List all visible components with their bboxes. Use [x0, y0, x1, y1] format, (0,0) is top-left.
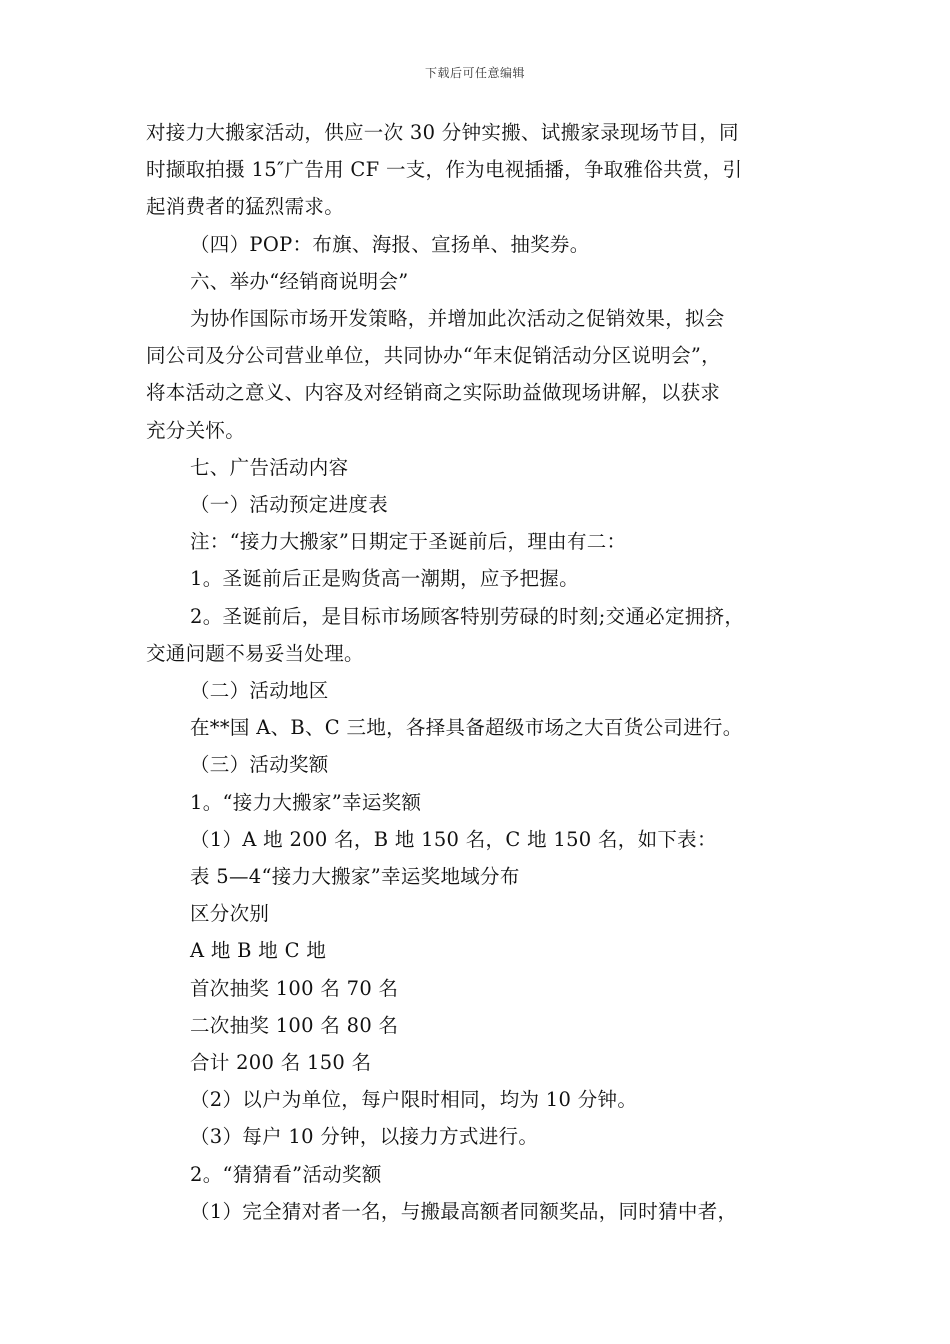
paragraph-line: 对接力大搬家活动，供应一次 30 分钟实搬、试搬家录现场节目，同 — [146, 121, 739, 144]
list-item: 2。“猜猜看”活动奖额 — [190, 1162, 382, 1186]
paragraph-line: 为协作国际市场开发策略，并增加此次活动之促销效果，拟会 — [190, 307, 725, 331]
document-body — [146, 114, 818, 1230]
list-item: 1。圣诞前后正是购货高一潮期，应予把握。 — [190, 567, 579, 591]
list-item: 2。圣诞前后，是目标市场顾客特别劳碌的时刻;交通必定拥挤， — [190, 604, 745, 628]
table-row: 二次抽奖 100 名 80 名 — [190, 1013, 399, 1037]
table-row: 合计 200 名 150 名 — [190, 1051, 372, 1075]
paragraph-line: 起消费者的猛烈需求。 — [146, 195, 345, 219]
subsection-heading: （一）活动预定进度表 — [190, 493, 389, 517]
page-header: 下载后可任意编辑 — [424, 66, 525, 80]
table-row: A 地 B 地 C 地 — [190, 939, 327, 963]
paragraph-line: 交通问题不易妥当处理。 — [146, 641, 364, 665]
paragraph-line: 时撷取拍摄 15″广告用 CF 一支，作为电视插播，争取雅俗共赏，引 — [146, 158, 743, 182]
subsection-heading: （三）活动奖额 — [190, 753, 329, 777]
section-heading: 七、广告活动内容 — [190, 455, 349, 479]
paragraph-line: 将本活动之意义、内容及对经销商之实际助益做现场讲解，以获求 — [146, 381, 721, 405]
list-item: （2）以户为单位，每户限时相同，均为 10 分钟。 — [190, 1088, 638, 1112]
section-heading: 六、举办“经销商说明会” — [190, 269, 409, 293]
list-item: （1）A 地 200 名，B 地 150 名，C 地 150 名，如下表： — [190, 827, 717, 851]
paragraph-line: 在**国 A、B、C 三地，各择具备超级市场之大百货公司进行。 — [190, 716, 743, 740]
list-item: 1。“接力大搬家”幸运奖额 — [190, 790, 422, 814]
table-row: 首次抽奖 100 名 70 名 — [190, 976, 399, 1000]
list-item: （3）每户 10 分钟，以接力方式进行。 — [190, 1125, 539, 1149]
paragraph-line: 同公司及分公司营业单位，共同协办“年末促销活动分区说明会”， — [146, 344, 721, 368]
subsection-heading: （二）活动地区 — [190, 679, 329, 703]
list-item: （1）完全猜对者一名，与搬最高额者同额奖品，同时猜中者， — [190, 1199, 738, 1223]
table-row: 区分次别 — [190, 902, 270, 926]
paragraph-line: 充分关怀。 — [146, 418, 246, 442]
table-caption: 表 5—4“接力大搬家”幸运奖地域分布 — [190, 865, 520, 889]
paragraph-line: 注：“接力大搬家”日期定于圣诞前后，理由有二： — [190, 530, 627, 554]
paragraph-line: （四）POP：布旗、海报、宣扬单、抽奖券。 — [190, 232, 590, 256]
